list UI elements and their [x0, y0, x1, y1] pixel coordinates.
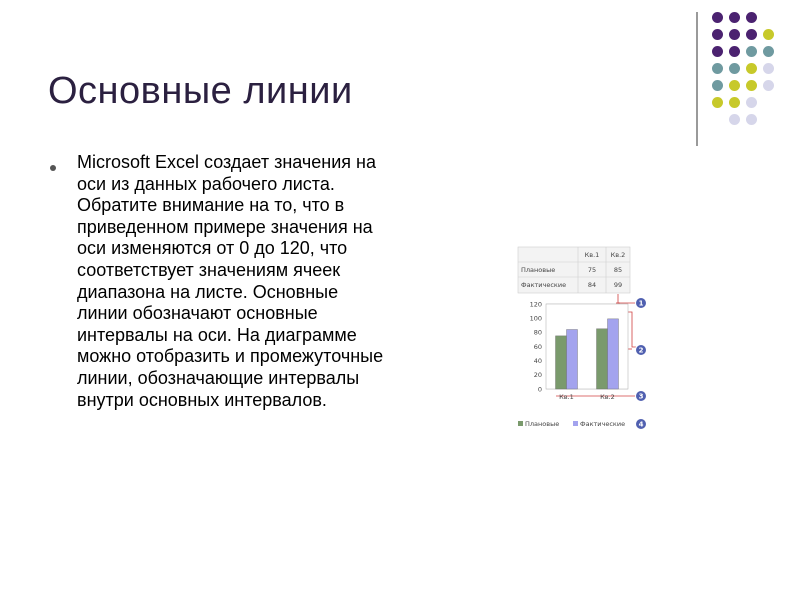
chart-svg: [512, 246, 662, 436]
legend-swatch-planned: [518, 421, 523, 426]
decorative-dot: [746, 114, 757, 125]
decorative-dot: [712, 80, 723, 91]
decorative-dot: [712, 29, 723, 40]
bar-planned: [597, 329, 608, 389]
decorative-dot: [729, 80, 740, 91]
decorative-dot-grid: [712, 12, 778, 124]
callout-number: 3: [638, 392, 644, 401]
decorative-dot: [746, 80, 757, 91]
callout-number: 4: [638, 420, 644, 429]
y-tick-label: 20: [533, 371, 542, 380]
callout-number: 1: [638, 299, 644, 308]
decorative-dot: [712, 63, 723, 74]
decorative-dot: [729, 63, 740, 74]
bar-actual: [608, 319, 619, 389]
chart-legend: [518, 420, 625, 428]
x-tick-label: Кв.2: [600, 393, 615, 401]
callout-badge-4: [636, 419, 647, 430]
decorative-dot: [729, 97, 740, 108]
table-cell: 99: [613, 281, 623, 289]
decorative-dot: [712, 97, 723, 108]
decorative-dot: [746, 46, 757, 57]
decorative-dot: [729, 114, 740, 125]
legend-swatch-actual: [573, 421, 578, 426]
decorative-divider: [696, 12, 698, 146]
slide-body-text: Microsoft Excel создает значения на оси из данных рабочего листа. Обратите внимание на то, что в приведенном примере значения на оси изменяются от 0 до 120, что соответствует значениям ячеек диапазона на листе. Основные линии обозначают основные интервалы на оси. На диаграмме можно отобразить и промежуточные линии, обозначающие интервалы внутри основных интервалов.: [77, 152, 384, 410]
table-cell: 84: [587, 281, 597, 289]
chart-figure: [512, 246, 662, 436]
callout-badge-3: [636, 391, 647, 402]
decorative-dot: [763, 63, 774, 74]
decorative-dot: [763, 46, 774, 57]
table-row-label: Фактические: [521, 281, 567, 289]
decorative-dot: [729, 29, 740, 40]
decorative-dot: [763, 80, 774, 91]
y-tick-label: 120: [529, 300, 542, 309]
x-tick-label: Кв.1: [559, 393, 574, 401]
table-cell: 75: [587, 266, 597, 274]
callout-connector: [618, 294, 638, 303]
slide-title: Основные линии: [48, 70, 353, 112]
legend-label: Плановые: [525, 420, 560, 428]
decorative-dot: [746, 12, 757, 23]
data-table: [518, 247, 630, 293]
y-tick-label: 40: [533, 356, 542, 365]
decorative-dot: [746, 97, 757, 108]
bar-planned: [556, 336, 567, 389]
callout-badges: [636, 298, 647, 430]
table-row-label: Плановые: [521, 266, 556, 274]
y-tick-label: 0: [537, 385, 542, 394]
table-header: Кв.1: [584, 251, 600, 259]
table-header: Кв.2: [610, 251, 626, 259]
callout-badge-2: [636, 345, 647, 356]
decorative-dot: [763, 29, 774, 40]
bar-actual: [567, 330, 578, 390]
decorative-dot: [746, 63, 757, 74]
decorative-dot: [729, 12, 740, 23]
y-tick-label: 80: [533, 328, 542, 337]
y-tick-label: 60: [533, 342, 542, 351]
decorative-dot: [746, 29, 757, 40]
bullet-icon: [50, 165, 56, 171]
y-tick-label: 100: [529, 314, 542, 323]
callout-badge-1: [636, 298, 647, 309]
table-cell: 85: [613, 266, 623, 274]
decorative-dot: [712, 46, 723, 57]
legend-label: Фактические: [580, 420, 626, 428]
decorative-dot: [729, 46, 740, 57]
decorative-dot: [712, 12, 723, 23]
callout-number: 2: [638, 346, 644, 355]
